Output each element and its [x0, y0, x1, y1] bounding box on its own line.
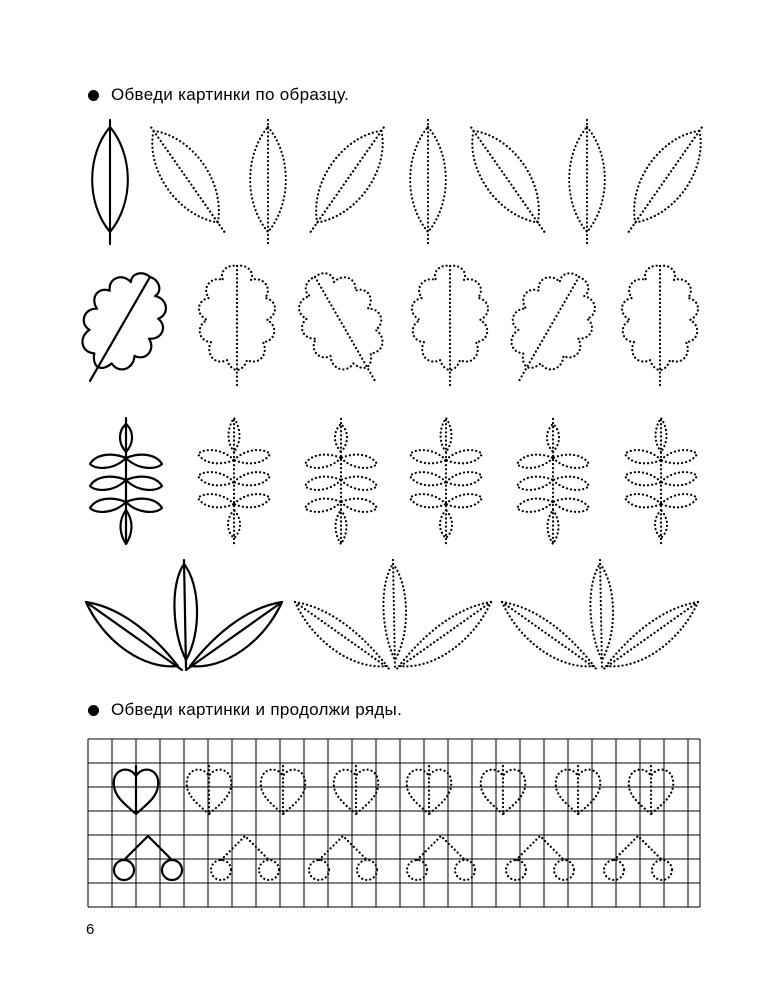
row-rowan-leaves — [90, 418, 697, 544]
cherries-icon — [114, 836, 182, 880]
heart-leaf-icon — [481, 766, 526, 814]
leaf-icon — [453, 115, 562, 245]
cherries-icon — [604, 836, 672, 880]
heart-leaf-icon — [334, 766, 379, 814]
rowan-leaf-icon — [517, 418, 589, 544]
heart-leaf-icon — [407, 766, 452, 814]
rowan-leaf-icon — [625, 418, 697, 544]
row-simple-leaves — [92, 115, 719, 245]
leaf-icon — [410, 120, 446, 244]
heart-leaf-icon — [114, 766, 159, 814]
oak-leaf-icon — [412, 266, 488, 386]
rowan-leaf-icon — [198, 418, 270, 544]
heart-leaf-icon — [629, 766, 674, 814]
tracing-grid — [88, 739, 700, 907]
leaf-icon — [569, 120, 605, 244]
bullet-dot-icon — [88, 705, 99, 716]
instruction-text: Обведи картинки и продолжи ряды. — [111, 700, 403, 719]
heart-leaf-icon — [556, 766, 601, 814]
three-leaf-cluster-icon — [295, 560, 491, 670]
cherries-icon — [211, 836, 279, 880]
rowan-leaf-icon — [410, 418, 482, 544]
oak-leaf-icon — [199, 266, 275, 386]
cherries-icon — [407, 836, 475, 880]
row-oak-leaves — [57, 258, 698, 400]
oak-leaf-icon — [486, 258, 612, 400]
rowan-leaf-icon — [90, 418, 162, 544]
page-number: 6 — [86, 921, 95, 938]
heart-leaf-icon — [261, 766, 306, 814]
leaf-icon — [292, 115, 401, 245]
leaf-icon — [250, 120, 286, 244]
three-leaf-cluster-icon — [86, 560, 282, 670]
cherries-icon — [309, 836, 377, 880]
oak-leaf-icon — [622, 266, 698, 386]
instruction-trace-and-continue — [88, 700, 402, 720]
oak-leaf-icon — [57, 258, 183, 400]
cherries-icon — [506, 836, 574, 880]
oak-leaf-icon — [282, 258, 408, 400]
leaf-icon — [133, 115, 242, 245]
row-leaf-clusters — [86, 560, 698, 670]
leaf-icon — [610, 115, 719, 245]
instruction-text: Обведи картинки по образцу. — [111, 85, 350, 104]
row-cherries — [114, 836, 672, 880]
heart-leaf-icon — [187, 766, 232, 814]
row-heart-leaves — [114, 766, 674, 814]
three-leaf-cluster-icon — [502, 560, 698, 670]
leaf-icon — [92, 120, 128, 244]
rowan-leaf-icon — [305, 418, 377, 544]
